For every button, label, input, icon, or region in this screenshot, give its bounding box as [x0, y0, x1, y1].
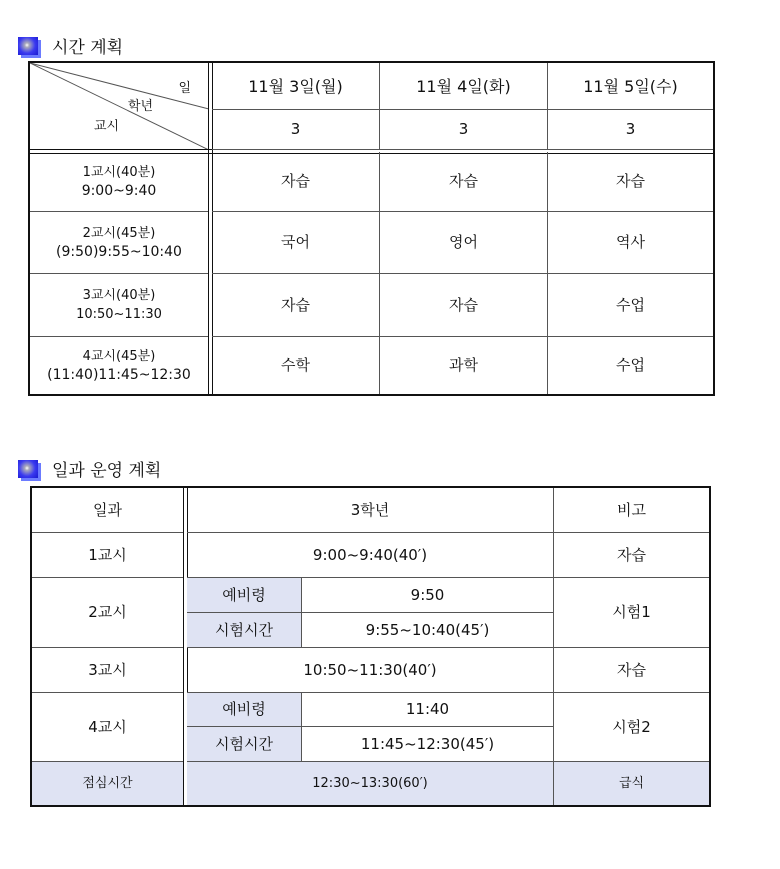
- bullet-icon: [18, 37, 38, 55]
- corner-cell: [30, 63, 209, 150]
- note-cell: 시험1: [554, 578, 709, 648]
- section-title-text: 일과 운영 계획: [52, 461, 162, 481]
- period-cell: [30, 337, 208, 394]
- period-label: 1교시(40분): [82, 164, 156, 180]
- note-cell: 자습: [554, 533, 709, 578]
- period-time: (9:50)9:55~10:40: [56, 243, 182, 260]
- exam-label: 시험시간: [187, 727, 302, 762]
- grade-cell: 3: [548, 110, 713, 150]
- prep-label: 예비령: [187, 578, 302, 613]
- prep-time: 9:50: [302, 578, 554, 613]
- exam-time: 11:45~12:30(45′): [302, 727, 554, 762]
- period-cell: 4교시: [32, 693, 183, 762]
- subject-cell: 자습: [548, 152, 713, 212]
- period-cell: 점심시간: [32, 762, 183, 805]
- header-cell: 3학년: [187, 488, 554, 533]
- corner-grade: 학년: [128, 99, 154, 114]
- subject-cell: 자습: [380, 274, 548, 337]
- time-cell: 9:00~9:40(40′): [187, 533, 554, 578]
- period-label: 4교시(45분): [82, 348, 156, 364]
- period-cell: [30, 274, 208, 337]
- time-plan-table: [28, 61, 715, 396]
- subject-cell: 수업: [616, 356, 645, 374]
- period-label: 3교시(40분): [82, 288, 156, 303]
- period-cell: 2교시: [32, 578, 183, 648]
- day-header: 11월 5일(수): [548, 63, 713, 110]
- period-cell: 1교시: [32, 533, 183, 578]
- note-cell: 급식: [554, 762, 709, 805]
- period-label: 2교시(45분): [82, 225, 156, 241]
- day-header: 11월 4일(화): [380, 63, 548, 110]
- prep-time: 11:40: [302, 693, 554, 727]
- day-header: 11월 3일(월): [212, 63, 380, 110]
- time-cell: 12:30~13:30(60′): [187, 762, 554, 805]
- section-title-text: 시간 계획: [52, 38, 124, 58]
- subject-cell: 국어: [212, 212, 380, 274]
- exam-label: 시험시간: [187, 613, 302, 648]
- note-cell: 자습: [554, 648, 709, 693]
- header-cell: 일과: [32, 488, 183, 533]
- grade-cell: 3: [380, 110, 548, 150]
- subject-cell: 자습: [380, 152, 548, 212]
- bullet-icon: [18, 460, 38, 478]
- corner-period: 교시: [94, 119, 120, 134]
- subject-cell: 자습: [212, 152, 380, 212]
- corner-day: 일: [178, 81, 191, 96]
- note-cell: 시험2: [554, 693, 709, 762]
- period-time: (11:40)11:45~12:30: [47, 366, 191, 383]
- subject-cell: 수업: [548, 274, 713, 337]
- period-cell: [30, 152, 208, 212]
- section-title-schedule: [18, 33, 123, 58]
- diagonal-lines: [30, 63, 209, 150]
- header-cell: 비고: [554, 488, 709, 533]
- grade-cell: 3: [212, 110, 380, 150]
- prep-label: 예비령: [187, 693, 302, 727]
- subject-cell: 역사: [548, 212, 713, 274]
- period-cell: [30, 212, 208, 274]
- period-time: 9:00~9:40: [81, 182, 157, 199]
- subject-cell: 영어: [380, 212, 548, 274]
- subject-cell: 과학: [380, 337, 548, 394]
- subject-cell: 수학: [212, 337, 380, 394]
- time-cell: 10:50~11:30(40′): [187, 648, 554, 693]
- period-cell: 3교시: [32, 648, 183, 693]
- section-title-daily: [18, 456, 161, 481]
- subject-cell: 자습: [212, 274, 380, 337]
- daily-plan-table: [30, 486, 711, 807]
- exam-time: 9:55~10:40(45′): [302, 613, 554, 648]
- period-time: 10:50~11:30: [76, 307, 162, 322]
